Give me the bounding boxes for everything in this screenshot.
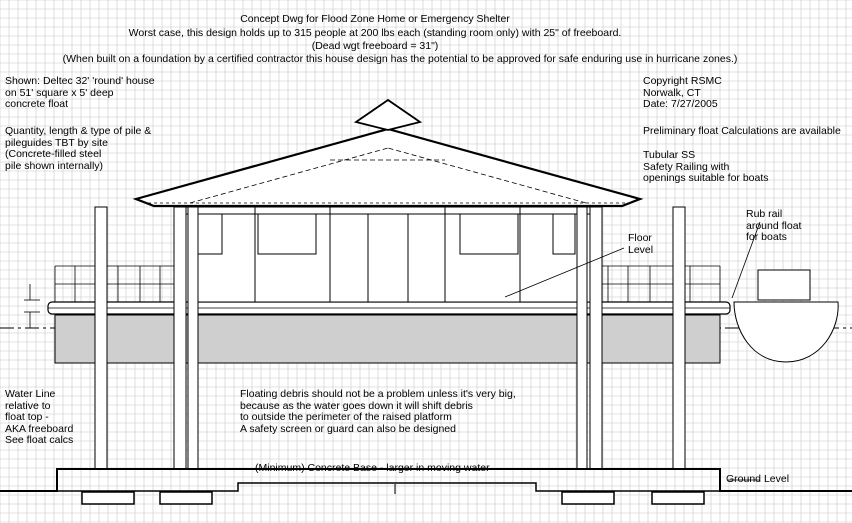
ground-level-label: Ground Level — [726, 473, 790, 485]
pile-5 — [590, 207, 602, 469]
roof-cupola — [356, 100, 420, 130]
concrete-base-label: (Minimum) Concrete Base - larger in moving water — [255, 462, 490, 474]
pile-note: Quantity, length & type of pile & pileguides TBT by site (Concrete-filled steel pile shown internally) — [5, 125, 152, 172]
approval-note: (When built on a foundation by a certified contractor this house design has the potential to be approved for safe enduring use in hurricane zones.) — [62, 53, 738, 65]
railing-note: Tubular SS Safety Railing with openings suitable for boats — [643, 149, 769, 184]
diagram-title: Concept Dwg for Flood Zone Home or Emergency Shelter — [240, 13, 510, 25]
concrete-float — [55, 315, 720, 363]
floor-level-label: Floor Level — [628, 232, 654, 256]
pile-2 — [174, 207, 186, 469]
boat — [734, 270, 838, 362]
boat-cabin — [758, 270, 810, 300]
rub-rail-note: Rub rail around float for boats — [746, 208, 802, 243]
float-calcs-note: Preliminary float Calculations are available — [643, 125, 841, 137]
dead-weight-note: (Dead wgt freeboard = 31") — [311, 40, 439, 52]
pile-6 — [673, 207, 685, 469]
water-line-note: Water Line relative to float top - AKA freeboard See float calcs — [5, 388, 74, 446]
shown-note: Shown: Deltec 32' 'round' house on 51' square x 5' deep concrete float — [5, 75, 155, 110]
pile-4 — [577, 207, 587, 469]
house-door — [368, 214, 408, 302]
pile-1 — [95, 207, 107, 469]
debris-note: Floating debris should not be a problem unless it's very big, because as the water goes down it will shift debris to outside the perimeter of the raised platform A safety screen or guard can also be designed — [240, 388, 516, 435]
pile-3 — [188, 207, 198, 469]
worst-case-note: Worst case, this design holds up to 315 people at 200 lbs each (standing room only) with 25" of freeboard. — [128, 27, 622, 39]
copyright-note: Copyright RSMC Norwalk, CT Date: 7/27/2005 — [643, 75, 722, 110]
